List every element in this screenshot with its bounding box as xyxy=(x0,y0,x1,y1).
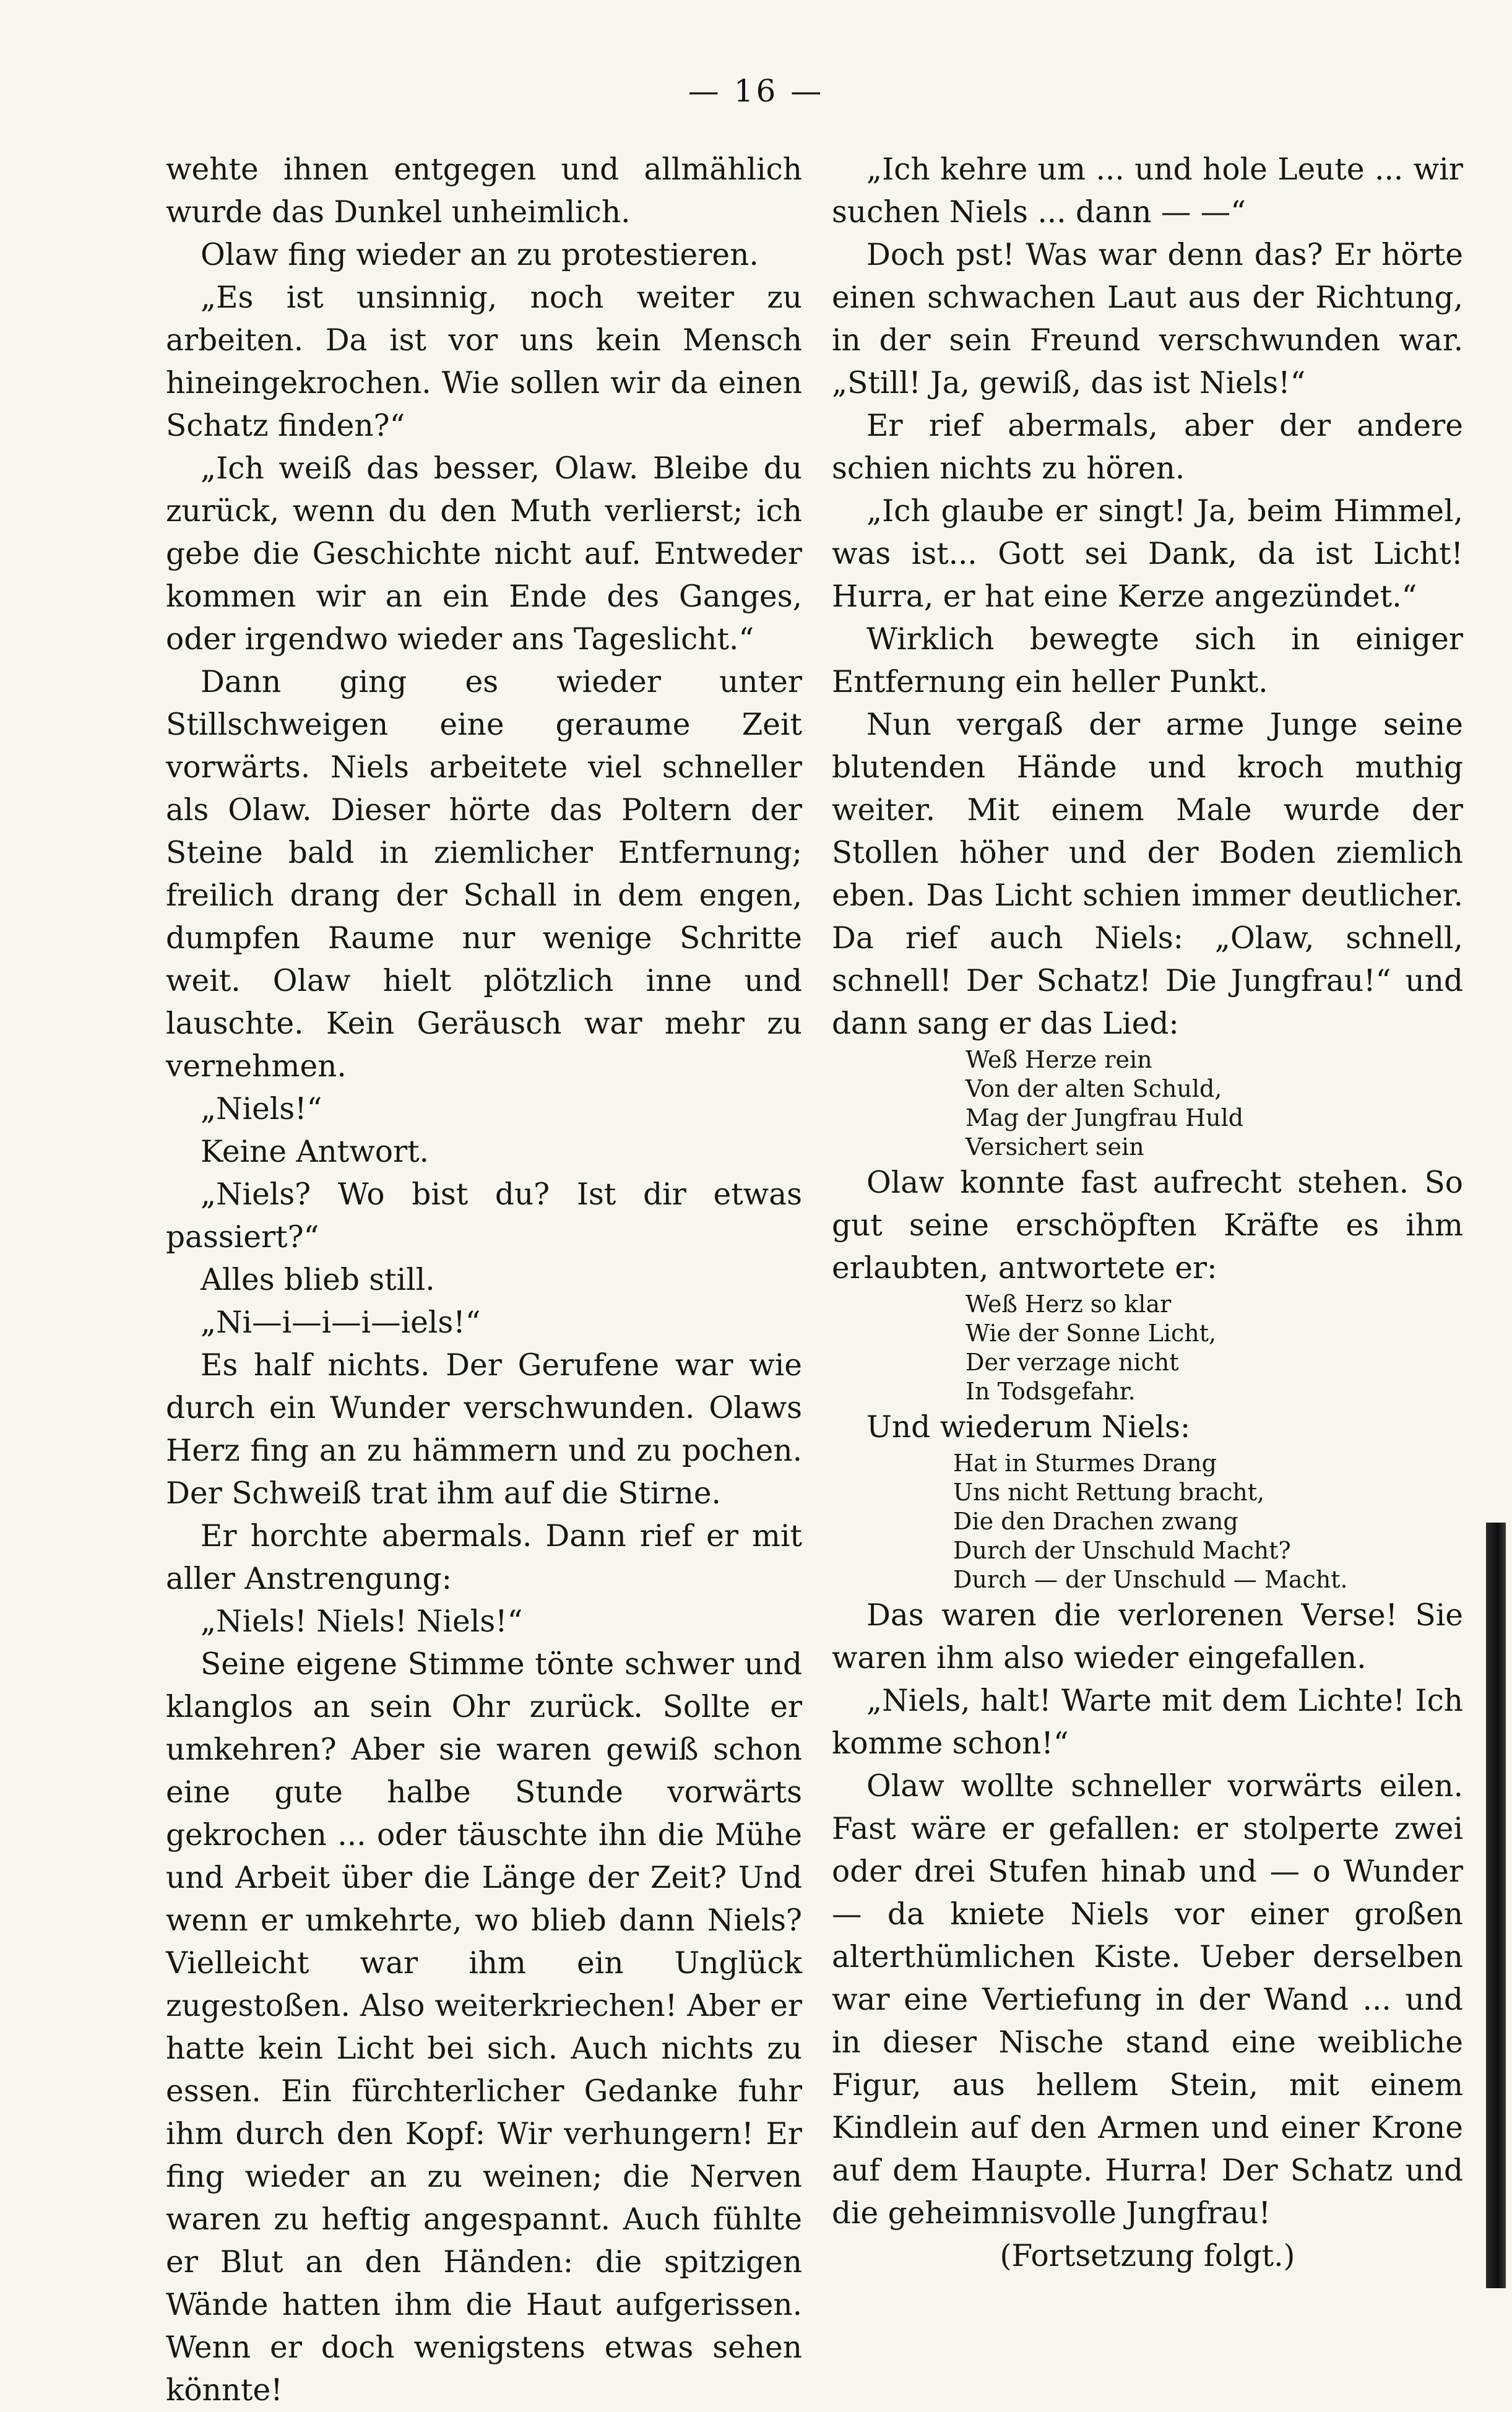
verse-block-1 xyxy=(966,1045,1463,1162)
paragraph: Olaw konnte fast aufrecht stehen. So gut seine erschöpften Kräfte es ihm erlaubten, antwortete er: xyxy=(832,1165,1463,1286)
paragraph: Nun vergaß der arme Junge seine blutenden Hände und kroch muthig weiter. Mit einem Male wurde der Stollen höher und der Boden ziemlich eben. Das Licht schien immer deutlicher. Da rief auch Niels: „Olaw, schnell, schnell! Der Schatz! Die Jungfrau!“ und dann sang er das Lied: xyxy=(832,707,1463,1041)
right-column-paragraphs-b xyxy=(832,1162,1463,1290)
page-number: — 16 — xyxy=(688,73,824,109)
verse-line: Mag der Jungfrau Huld xyxy=(966,1104,1244,1131)
right-column-paragraphs-d xyxy=(832,1594,1463,2235)
right-column xyxy=(832,149,1463,2278)
paragraph: Er rief abermals, aber der andere schien nichts zu hören. xyxy=(832,408,1463,486)
paragraph: Er horchte abermals. Dann rief er mit aller Anstrengung: xyxy=(166,1519,802,1596)
paragraph: Und wiederum Niels: xyxy=(866,1410,1191,1445)
verse-line: Weß Herze rein xyxy=(966,1046,1152,1073)
paragraph: „Ich kehre um ... und hole Leute ... wir suchen Niels ... dann — —“ xyxy=(832,152,1463,230)
paragraph: Keine Antwort. xyxy=(201,1135,430,1169)
verse-line: In Todsgefahr. xyxy=(966,1378,1136,1405)
paragraph: „Niels!“ xyxy=(201,1092,322,1126)
paragraph: „Ich glaube er singt! Ja, beim Himmel, was ist... Gott sei Dank, da ist Licht! Hurra, er hat eine Kerze angezündet.“ xyxy=(832,494,1463,614)
paragraph: Olaw wollte schneller vorwärts eilen. Fast wäre er gefallen: er stolperte zwei oder drei Stufen hinab und — o Wunder — da kniete Niels vor einer großen alterthümlichen Kiste. Ueber derselben war eine Vertiefung in der Wand ... und in dieser Nische stand eine weibliche Figur, aus hellem Stein, mit einem Kindlein auf den Armen und einer Krone auf dem Haupte. Hurra! Der Schatz und die geheimnisvolle Jungfrau! xyxy=(832,1769,1463,2231)
verse-line: Wie der Sonne Licht, xyxy=(966,1320,1217,1347)
continuation-note: (Fortsetzung folgt.) xyxy=(1000,2239,1295,2273)
verse-block-2 xyxy=(966,1290,1463,1406)
paragraph: Wirklich bewegte sich in einiger Entfernung ein heller Punkt. xyxy=(832,622,1463,699)
paragraph: „Niels! Niels! Niels!“ xyxy=(201,1604,523,1639)
paragraph: Das waren die verlorenen Verse! Sie waren ihm also wieder eingefallen. xyxy=(832,1598,1463,1675)
right-column-paragraphs-a xyxy=(832,149,1463,1045)
verse-line: Durch der Unschuld Macht? xyxy=(953,1537,1291,1564)
paragraph: „Ich weiß das besser, Olaw. Bleibe du zurück, wenn du den Muth verlierst; ich gebe die Geschichte nicht auf. Entweder kommen wir an ein Ende des Ganges, oder irgendwo wieder ans Tageslicht.“ xyxy=(166,451,802,657)
verse-line: Die den Drachen zwang xyxy=(953,1508,1238,1535)
paragraph: „Ni—i—i—i—iels!“ xyxy=(201,1305,481,1340)
scan-edge-strip xyxy=(1486,1523,1506,2288)
verse-line: Von der alten Schuld, xyxy=(966,1075,1222,1102)
verse-line: Uns nicht Rettung bracht, xyxy=(953,1479,1265,1506)
verse-block-3 xyxy=(953,1449,1463,1594)
paragraph: wehte ihnen entgegen und allmählich wurde das Dunkel unheimlich. xyxy=(166,152,802,230)
paragraph: Dann ging es wieder unter Stillschweigen eine geraume Zeit vorwärts. Niels arbeitete viel schneller als Olaw. Dieser hörte das Poltern der Steine bald in ziemlicher Entfernung; freilich drang der Schall in dem engen, dumpfen Raume nur wenige Schritte weit. Olaw hielt plötzlich inne und lauschte. Kein Geräusch war mehr zu vernehmen. xyxy=(166,665,802,1084)
paragraph: Doch pst! Was war denn das? Er hörte einen schwachen Laut aus der Richtung, in der sein Freund verschwunden war. „Still! Ja, gewiß, das ist Niels!“ xyxy=(832,238,1463,400)
paragraph: Alles blieb still. xyxy=(201,1263,435,1297)
paragraph: „Niels? Wo bist du? Ist dir etwas passiert?“ xyxy=(166,1177,802,1255)
right-column-paragraphs-c xyxy=(832,1406,1463,1449)
verse-line: Hat in Sturmes Drang xyxy=(953,1450,1217,1477)
verse-line: Der verzage nicht xyxy=(966,1349,1179,1376)
verse-line: Weß Herz so klar xyxy=(966,1290,1172,1318)
paragraph: „Niels, halt! Warte mit dem Lichte! Ich komme schon!“ xyxy=(832,1684,1463,1761)
paragraph: „Es ist unsinnig, noch weiter zu arbeiten. Da ist vor uns kein Mensch hineingekrochen. Wie sollen wir da einen Schatz finden?“ xyxy=(166,280,802,443)
verse-line: Durch — der Unschuld — Macht. xyxy=(953,1566,1348,1593)
verse-line: Versichert sein xyxy=(966,1133,1144,1161)
left-column xyxy=(166,149,802,2412)
paragraph: Olaw fing wieder an zu protestieren. xyxy=(201,238,759,272)
paragraph: Seine eigene Stimme tönte schwer und klanglos an sein Ohr zurück. Sollte er umkehren? Aber sie waren gewiß schon eine gute halbe Stunde vorwärts gekrochen ... oder täuschte ihn die Mühe und Arbeit über die Länge der Zeit? Und wenn er umkehrte, wo blieb dann Niels? Vielleicht war ihm ein Unglück zugestoßen. Also weiterkriechen! Aber er hatte kein Licht bei sich. Auch nichts zu essen. Ein fürchterlicher Gedanke fuhr ihm durch den Kopf: Wir verhungern! Er fing wieder an zu weinen; die Nerven waren zu heftig angespannt. Auch fühlte er Blut an den Händen: die spitzigen Wände hatten ihm die Haut aufgerissen. Wenn er doch wenigstens etwas sehen könnte! xyxy=(166,1647,802,2408)
paragraph: Es half nichts. Der Gerufene war wie durch ein Wunder verschwunden. Olaws Herz fing an zu hämmern und zu pochen. Der Schweiß trat ihm auf die Stirne. xyxy=(166,1348,802,1511)
